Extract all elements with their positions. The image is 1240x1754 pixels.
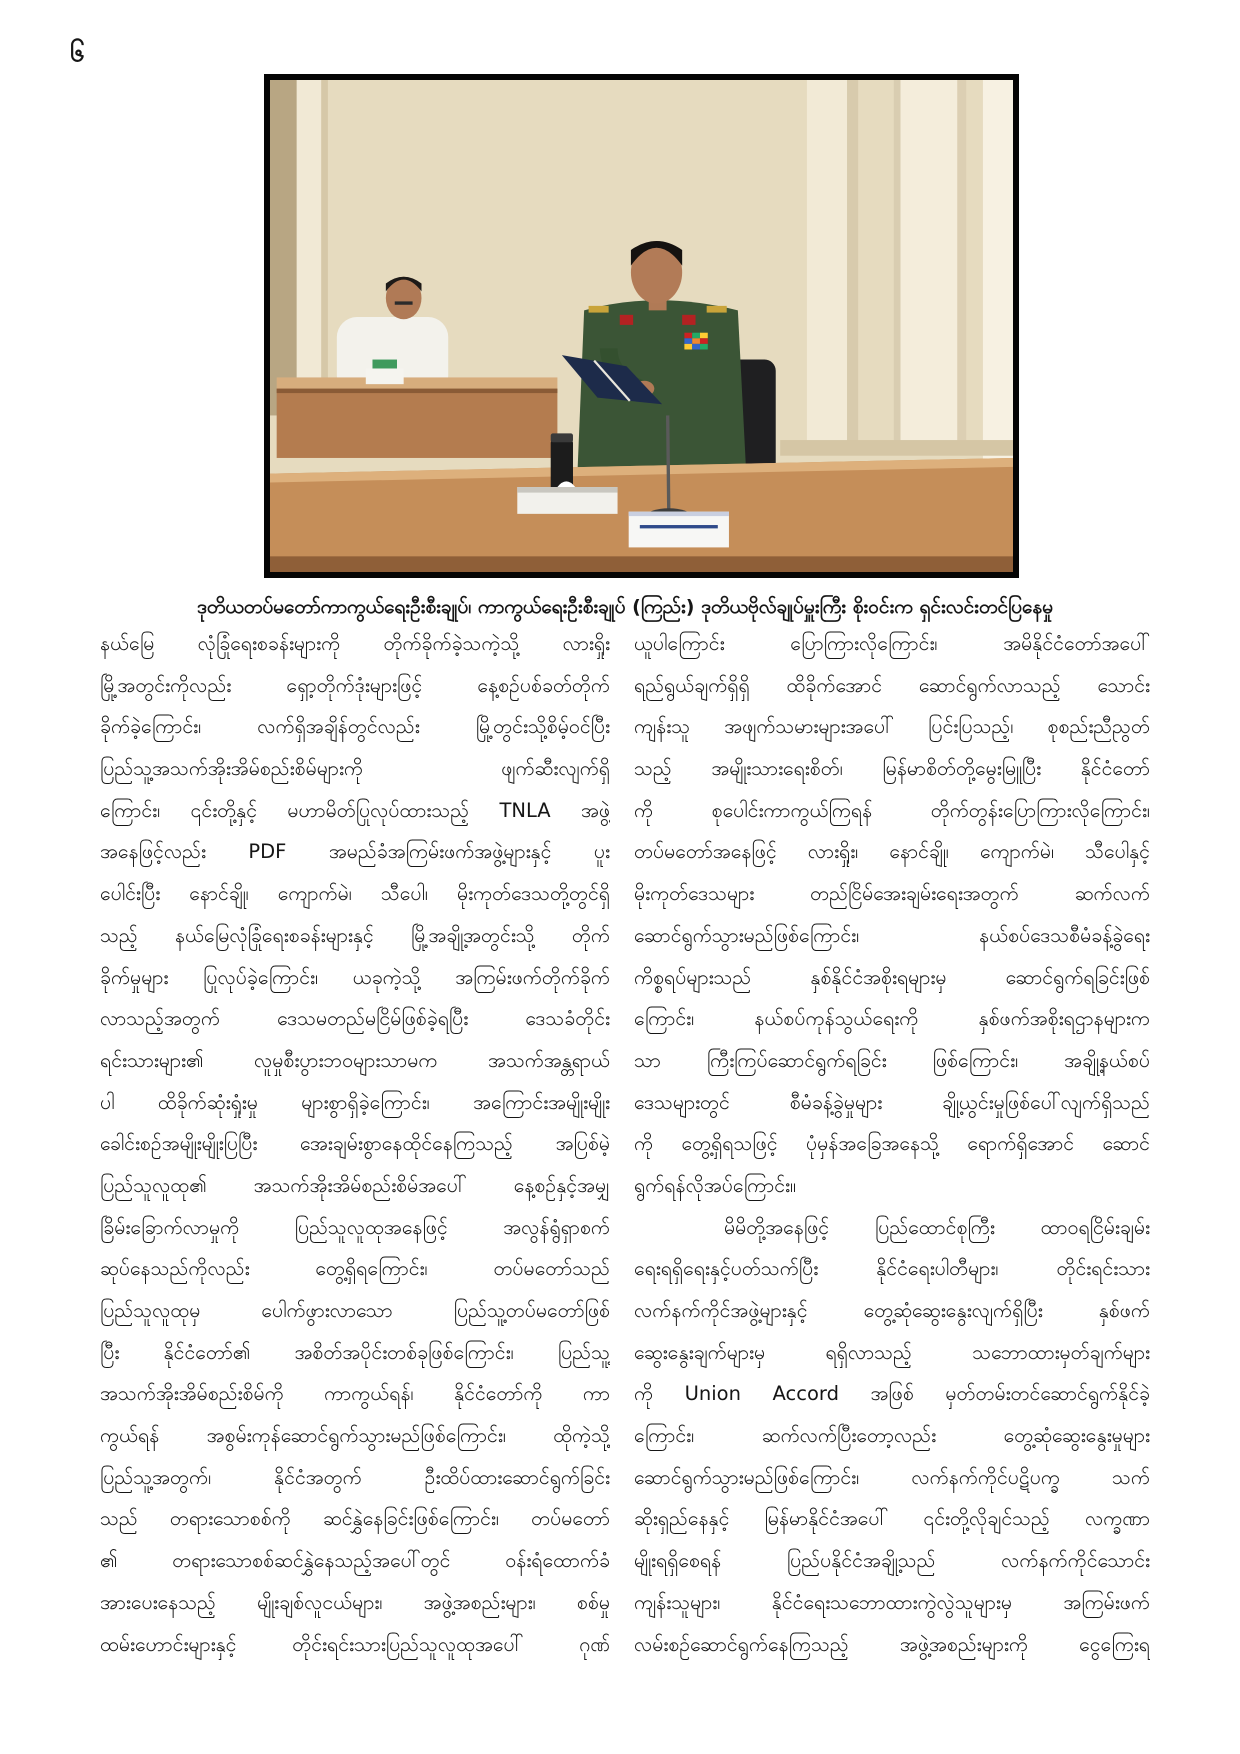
left-pillar — [297, 80, 322, 415]
text-line: မြို့အတွင်းကိုလည်း ရှော့တိုက်ဒုံးများဖြင့် နေ့စဉ်ပစ်ခတ်တိုက် — [100, 673, 610, 697]
text-line: ကွယ်ရန် အစွမ်းကုန်ဆောင်ရွက်သွားမည်ဖြစ်ကြောင်း၊ ထိုကဲ့သို့ — [100, 1424, 610, 1448]
collar-tab — [620, 315, 633, 325]
text-line: ကို စုပေါင်းကာကွယ်ကြရန် တိုက်တွန်းပြောကြားလိုကြောင်း၊ — [634, 798, 1150, 822]
right-pilaster — [899, 80, 957, 449]
epaulette — [589, 306, 609, 313]
text-line: ပြီး နိုင်ငံတော်၏ အစိတ်အပိုင်းတစ်ခုဖြစ်ကြောင်း၊ ပြည်သူ့ — [100, 1340, 610, 1364]
name-plate — [629, 512, 729, 548]
baseboard — [780, 440, 1013, 456]
text-line: ပြည်သူလူထု၏ အသက်အိုးအိမ်စည်းစိမ်အပေါ် နေ့စဉ်နှင့်အမျှ — [100, 1173, 610, 1197]
text-line: မျိုးရရှိစေရန် ပြည်ပနိုင်ငံအချို့သည် လက်နက်ကိုင်သောင်း — [634, 1549, 1150, 1573]
right-column — [634, 623, 1150, 1665]
text-line: အနေဖြင့်လည်း PDF အမည်ခံအကြမ်းဖက်အဖွဲ့များနှင့် ပူး — [100, 840, 610, 864]
text-line: ကြောင်း၊ နယ်စပ်ကုန်သွယ်ရေးကို နှစ်ဖက်အစိုးရဌာနများက — [634, 1007, 1150, 1031]
photo-caption: ဒုတိယတပ်မတော်ကာကွယ်ရေးဦးစီးချုပ်၊ ကာကွယ်ရေးဦးစီးချုပ် (ကြည်း) ဒုတိယဗိုလ်ချုပ်မှူးကြီး စိုးဝင်းက ရှင်းလင်းတင်ပြနေမှု — [196, 596, 1054, 618]
text-line: ဆုပ်နေသည်ကိုလည်း တွေ့ရှိရကြောင်း၊ တပ်မတော်သည် — [100, 1257, 610, 1281]
text-line: အားပေးနေသည့် မျိုးချစ်လူငယ်များ၊ အဖွဲ့အစည်းများ၊ စစ်မှု — [100, 1590, 610, 1614]
collar-tab — [682, 315, 695, 325]
text-line: ခိုက်မှုများ ပြုလုပ်ခဲ့ကြောင်း၊ ယခုကဲ့သို့ အကြမ်းဖက်တိုက်ခိုက် — [100, 965, 610, 989]
text-line: မိုးကုတ်ဒေသများ တည်ငြိမ်အေးချမ်းရေးအတွက် ဆက်လက် — [634, 882, 1150, 906]
left-doorway — [270, 80, 297, 415]
paragraph — [100, 623, 610, 1665]
text-line: သည့် နယ်မြေလုံခြုံရေးစခန်းများနှင့် မြို့အချို့အတွင်းသို့ တိုက် — [100, 923, 610, 947]
paragraph — [634, 623, 1150, 1207]
text-line: ရေးရရှိရေးနှင့်ပတ်သက်ပြီး နိုင်ငံရေးပါတီများ၊ တိုင်းရင်းသား — [634, 1257, 1150, 1281]
paragraph — [634, 1207, 1150, 1666]
text-line: ကြောင်း၊ ၎င်းတို့နှင့် မဟာမိတ်ပြုလုပ်ထားသည့် TNLA အဖွဲ့ — [100, 798, 610, 822]
text-line: ပြည်သူလူထုမှ ပေါက်ဖွားလာသော ပြည်သူ့တပ်မတော်ဖြစ် — [100, 1299, 610, 1322]
text-line: နယ်မြေ လုံခြုံရေးစခန်းများကို တိုက်ခိုက်ခဲ့သကဲ့သို့ လားရှိုး — [100, 632, 610, 655]
text-line: ပေါင်းပြီး နောင်ချို၊ ကျောက်မဲ၊ သီပေါ၊ မိုးကုတ်ဒေသတို့တွင်ရှိ — [100, 882, 610, 906]
text-line: သာ ကြီးကြပ်ဆောင်ရွက်ရခြင်း ဖြစ်ကြောင်း၊ အချို့နယ်စပ် — [634, 1048, 1150, 1072]
text-line: ပြည်သူ့အသက်အိုးအိမ်စည်းစိမ်များကို ဖျက်ဆီးလျက်ရှိ — [100, 757, 610, 781]
text-line: ကိစ္စရပ်များသည် နှစ်နိုင်ငံအစိုးရများမှ ဆောင်ရွက်ရခြင်းဖြစ် — [634, 965, 1150, 989]
text-line: ၏ တရားသောစစ်ဆင်နွှဲနေသည့်အပေါ်တွင် ဝန်းရံထောက်ခံ — [100, 1549, 610, 1573]
right-column — [983, 80, 1013, 460]
text-line: အသက်အိုးအိမ်စည်းစိမ်ကို ကာကွယ်ရန်၊ နိုင်ငံတော်ကို ကာ — [100, 1382, 610, 1406]
text-line: ခြိမ်းခြောက်လာမှုကို ပြည်သူလူထုအနေဖြင့် အလွန်ရွံရှာစက် — [100, 1215, 610, 1239]
text-line: ကျန်းသူ အဖျက်သမားများအပေါ် ပြင်းပြသည့်၊ စုစည်းညီညွတ် — [634, 715, 1150, 739]
text-line: ကို တွေ့ရှိရသဖြင့် ပုံမှန်အခြေအနေသို့ ရောက်ရှိအောင် ဆောင် — [634, 1132, 1150, 1156]
left-column — [100, 623, 610, 1665]
text-line: ပါ ထိခိုက်ဆုံးရှုံးမှု များစွာရှိခဲ့ကြောင်း၊ အကြောင်းအမျိုးမျိုး — [100, 1090, 610, 1114]
text-line: ဆွေးနွေးချက်များမှ ရရှိလာသည့် သဘောထားမှတ်ချက်များ — [634, 1340, 1150, 1364]
news-photo — [264, 74, 1019, 578]
text-line: ဆောင်ရွက်သွားမည်ဖြစ်ကြောင်း၊ လက်နက်ကိုင်ပဋိပက္ခ သက် — [634, 1465, 1150, 1489]
text-line: ခေါင်းစဉ်အမျိုးမျိုးပြပြီး အေးချမ်းစွာနေထိုင်နေကြသည့် အပြစ်မဲ့ — [100, 1132, 610, 1156]
text-line: ရွက်ရန်လိုအပ်ကြောင်း။ — [634, 1173, 796, 1197]
text-line: ကို Union Accord အဖြစ် မှတ်တမ်းတင်ဆောင်ရွက်နိုင်ခဲ့ — [634, 1382, 1150, 1406]
text-line: မိမိတို့အနေဖြင့် ပြည်ထောင်စုကြီး ထာဝရငြိမ်းချမ်း — [724, 1215, 1150, 1239]
text-line: ယူပါကြောင်း ပြောကြားလိုကြောင်း၊ အမိနိုင်ငံတော်အပေါ် — [634, 632, 1150, 655]
tissue-box-small — [366, 368, 404, 384]
text-line: လက်နက်ကိုင်အဖွဲ့များနှင့် တွေ့ဆုံဆွေးနွေးလျက်ရှိပြီး နှစ်ဖက် — [634, 1299, 1150, 1322]
text-line: လမ်းစဉ်ဆောင်ရွက်နေကြသည့် အဖွဲ့အစည်းများကို ငွေကြေးရ — [634, 1632, 1150, 1656]
text-line: လာသည့်အတွက် ဒေသမတည်မငြိမ်ဖြစ်ခဲ့ရပြီး ဒေသခံတိုင်း — [100, 1007, 610, 1031]
text-line: ခိုက်ခဲ့ကြောင်း၊ လက်ရှိအချိန်တွင်လည်း မြို့တွင်းသို့စိမ့်ဝင်ပြီး — [100, 715, 610, 739]
ribbon-bar — [684, 333, 707, 350]
text-line: ဆောင်ရွက်သွားမည်ဖြစ်ကြောင်း၊ နယ်စပ်ဒေသစီမံခန့်ခွဲရေး — [634, 923, 1150, 947]
photo-scene — [270, 80, 1013, 572]
text-line: ရင်းသားများ၏ လူမှုစီးပွားဘဝများသာမက အသက်အန္တရာယ် — [100, 1048, 610, 1072]
text-line: တပ်မတော်အနေဖြင့် လားရှိုး၊ နောင်ချို၊ ကျောက်မဲ၊ သီပေါနှင့် — [634, 840, 1150, 864]
text-line: ကျန်းသူများ၊ နိုင်ငံရေးသဘောထားကွဲလွဲသူများမှ အကြမ်းဖက် — [634, 1590, 1150, 1614]
page-number: ၆ — [70, 38, 85, 68]
text-line: ဆိုးရှည်နေနှင့် မြန်မာနိုင်ငံအပေါ် ၎င်းတို့လိုချင်သည့် လက္ခဏာ — [634, 1507, 1150, 1531]
back-desk — [277, 368, 558, 457]
text-line: ထမ်းဟောင်းများနှင့် တိုင်းရင်းသားပြည်သူလူထုအပေါ် ဂုဏ် — [100, 1632, 610, 1656]
right-pilaster — [807, 80, 847, 449]
epaulette — [707, 306, 727, 313]
text-line: ပြည်သူ့အတွက်၊ နိုင်ငံအတွက် ဦးထိပ်ထားဆောင်ရွက်ခြင်း — [100, 1465, 610, 1489]
text-line: သည့် အမျိုးသားရေးစိတ်၊ မြန်မာစိတ်တို့မွေးမြူပြီး နိုင်ငံတော် — [634, 757, 1150, 781]
text-line: သည် တရားသောစစ်ကို ဆင်နွှဲနေခြင်းဖြစ်ကြောင်း၊ တပ်မတော် — [100, 1507, 610, 1531]
text-line: ဒေသများတွင် စီမံခန့်ခွဲမှုများ ချို့ယွင်းမှုဖြစ်ပေါ်လျက်ရှိသည် — [634, 1090, 1150, 1114]
text-line: ကြောင်း၊ ဆက်လက်ပြီးတော့လည်း တွေ့ဆုံဆွေးနွေးမှုများ — [634, 1424, 1150, 1448]
text-line: ရည်ရွယ်ချက်ရှိရှိ ထိခိုက်အောင် ဆောင်ရွက်လာသည့် သောင်း — [634, 673, 1150, 697]
